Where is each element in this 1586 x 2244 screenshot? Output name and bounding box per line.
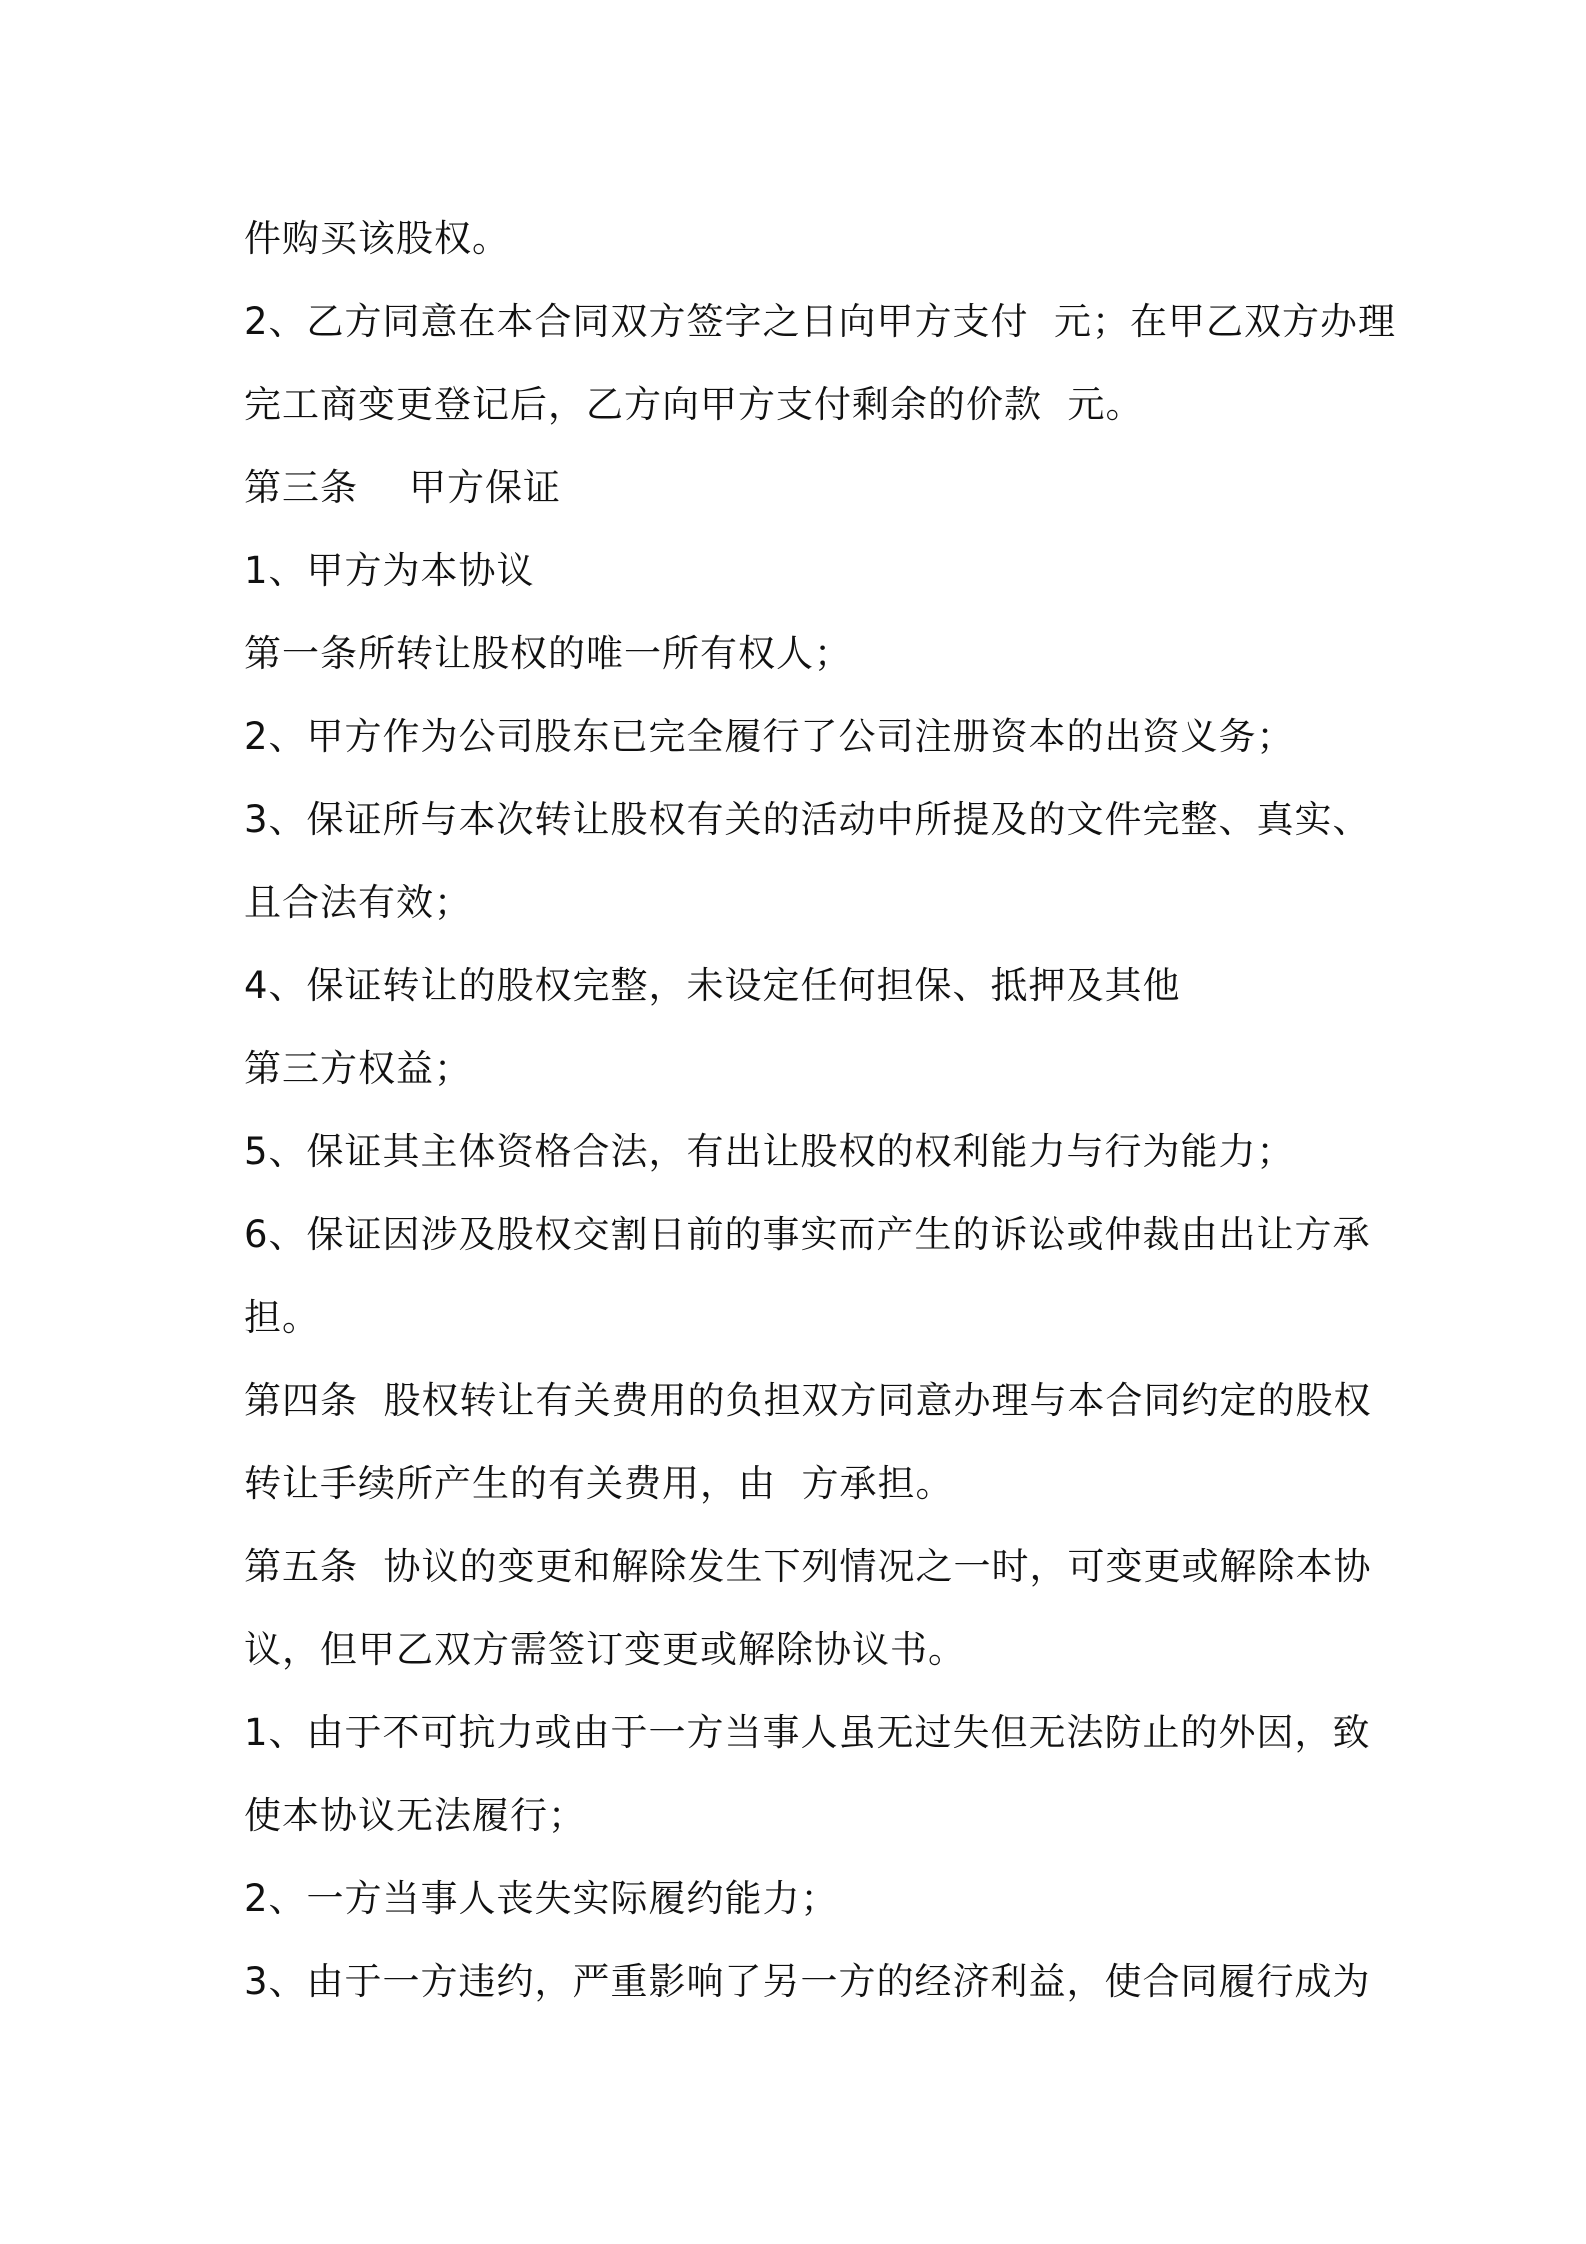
text-line: 1、由于不可抗力或由于一方当事人虽无过失但无法防止的外因，致: [244, 1711, 1371, 1754]
text-line: 6、保证因涉及股权交割日前的事实而产生的诉讼或仲裁由出让方承: [244, 1213, 1371, 1256]
section-heading: 第五条 协议的变更和解除发生下列情况之一时，可变更或解除本协: [244, 1545, 1372, 1588]
text-line: 3、保证所与本次转让股权有关的活动中所提及的文件完整、真实、: [244, 798, 1371, 841]
section-heading: 第三条 甲方保证: [244, 466, 562, 509]
text-line: 使本协议无法履行；: [244, 1794, 586, 1837]
text-line: 完工商变更登记后，乙方向甲方支付剩余的价款 元。: [244, 383, 1144, 426]
text-line: 担。: [244, 1296, 320, 1339]
document-body: [244, 197, 1397, 2023]
text-line: 2、一方当事人丧失实际履约能力；: [244, 1877, 839, 1920]
text-line: 4、保证转让的股权完整，未设定任何担保、抵押及其他: [244, 964, 1181, 1007]
text-line: 第一条所转让股权的唯一所有权人；: [244, 632, 852, 675]
text-line: 1、甲方为本协议: [244, 549, 535, 592]
section-heading: 第四条 股权转让有关费用的负担双方同意办理与本合同约定的股权: [244, 1379, 1372, 1422]
text-line: 且合法有效；: [244, 881, 472, 924]
text-line: 第三方权益；: [244, 1047, 472, 1090]
text-line: 件购买该股权。: [244, 217, 510, 260]
text-line: 3、由于一方违约，严重影响了另一方的经济利益，使合同履行成为: [244, 1960, 1371, 2003]
text-line: 2、乙方同意在本合同双方签字之日向甲方支付 元；在甲乙双方办理: [244, 300, 1397, 343]
text-line: 2、甲方作为公司股东已完全履行了公司注册资本的出资义务；: [244, 715, 1295, 758]
text-line: 转让手续所产生的有关费用，由 方承担。: [244, 1462, 954, 1505]
text-line: 议，但甲乙双方需签订变更或解除协议书。: [244, 1628, 966, 1671]
text-line: 5、保证其主体资格合法，有出让股权的权利能力与行为能力；: [244, 1130, 1295, 1173]
